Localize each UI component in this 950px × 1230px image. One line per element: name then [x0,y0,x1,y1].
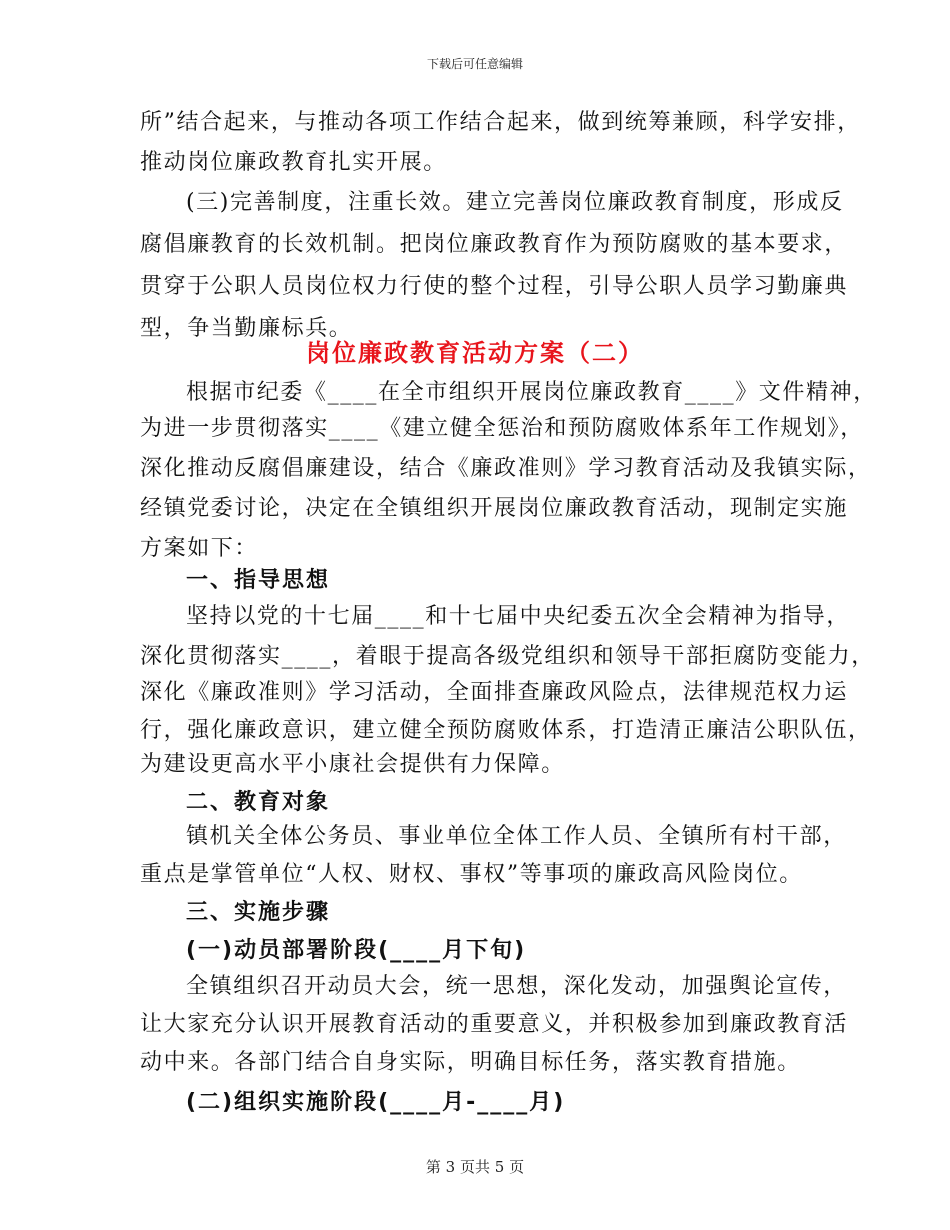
paragraph-line: 坚持以党的十七届____和十七届中央纪委五次全会精神为指导， [186,604,851,629]
page-header: 下载后可任意编辑 [426,57,523,71]
paragraph-line: 让大家充分认识开展教育活动的重要意义，并积极参加到廉政教育活 [140,1012,849,1037]
paragraph-line: 经镇党委讨论，决定在全镇组织开展岗位廉政教育活动，现制定实施 [140,496,849,521]
paragraph-line: 全镇组织召开动员大会，统一思想，深化发动，加强舆论宣传， [186,974,847,999]
paragraph-line: 贯穿于公职人员岗位权力行使的整个过程，引导公职人员学习勤廉典 [140,274,849,299]
heading-education-targets: 二、教育对象 [186,790,331,815]
paragraph-line: 为进一步贯彻落实____《建立健全惩治和预防腐败体系年工作规划》， [140,416,864,441]
paragraph-line: 重点是掌管单位“人权、财权、事权”等事项的廉政高风险岗位。 [140,862,803,887]
heading-mobilization-stage: (一)动员部署阶段(____月下旬) [186,938,527,963]
heading-implementation-stage: (二)组织实施阶段(____月-____月) [186,1090,566,1115]
paragraph-line: 动中来。各部门结合自身实际，明确目标任务，落实教育措施。 [140,1050,801,1075]
paragraph-line: 型，争当勤廉标兵。 [140,316,353,341]
paragraph-line: 镇机关全体公务员、事业单位全体工作人员、全镇所有村干部， [186,824,847,849]
section-title: 岗位廉政教育活动方案（二） [306,339,644,367]
heading-guiding-thought: 一、指导思想 [186,568,331,593]
paragraph-line: 深化贯彻落实____，着眼于提高各级党组织和领导干部拒腐防变能力， [140,644,875,669]
paragraph-line: 腐倡廉教育的长效机制。把岗位廉政教育作为预防腐败的基本要求， [140,232,849,257]
paragraph-line: 所”结合起来，与推动各项工作结合起来，做到统筹兼顾，科学安排， [140,110,861,135]
paragraph-line: 深化《廉政准则》学习活动，全面排查廉政风险点，法律规范权力运 [140,680,849,705]
heading-implementation-steps: 三、实施步骤 [186,900,331,925]
page-footer: 第 3 页共 5 页 [425,1158,525,1176]
paragraph-line: 根据市纪委《____在全市组织开展岗位廉政教育____》文件精神， [186,380,877,405]
paragraph-line: 深化推动反腐倡廉建设，结合《廉政准则》学习教育活动及我镇实际， [140,456,872,481]
paragraph-line: 为建设更高水平小康社会提供有力保障。 [140,752,565,777]
paragraph-line: 方案如下： [140,536,259,561]
paragraph-line: 推动岗位廉政教育扎实开展。 [140,150,447,175]
paragraph-line: (三)完善制度，注重长效。建立完善岗位廉政教育制度，形成反 [186,190,844,215]
paragraph-line: 行，强化廉政意识，建立健全预防腐败体系，打造清正廉洁公职队伍， [140,718,872,743]
